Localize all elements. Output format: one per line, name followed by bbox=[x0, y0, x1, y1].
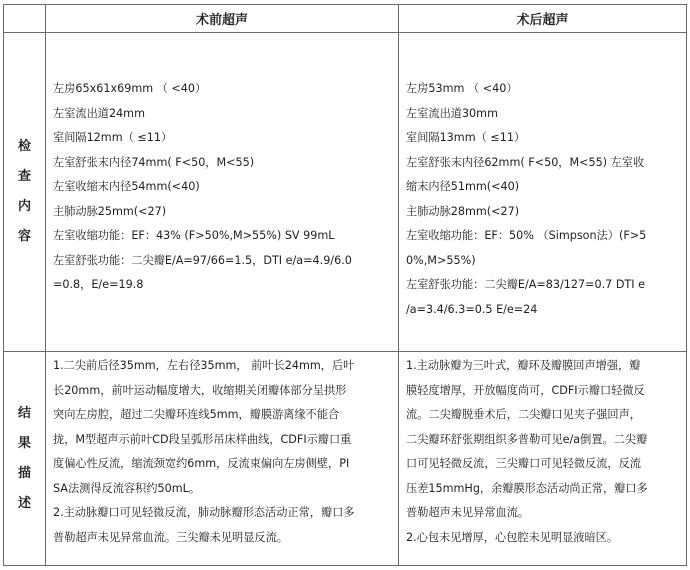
exam-label-char: 检 bbox=[17, 139, 31, 154]
exam-pre-line: 左房65x61x69mm （ <40） bbox=[53, 82, 207, 95]
result-pre-line: 突向左房腔，超过二尖瓣环连线5mm，瓣膜游离缘不能合 bbox=[53, 408, 340, 421]
result-post-line: 2.心包未见增厚，心包腔未见明显液暗区。 bbox=[406, 530, 619, 544]
exam-post-line: /a=3.4/6.3=0.5 E/e=24 bbox=[406, 302, 538, 316]
exam-pre-line: =0.8，E/e=19.8 bbox=[53, 278, 144, 291]
result-label-char: 描 bbox=[17, 465, 31, 481]
comparison-table bbox=[3, 4, 687, 566]
result-post-line: 口可见轻微反流，三尖瓣口可见轻微反流，反流 bbox=[406, 457, 641, 470]
header-post-op: 术后超声 bbox=[399, 5, 687, 33]
exam-post-line: 左房53mm （ <40） bbox=[406, 82, 518, 95]
exam-post-line: 左室舒张功能：二尖瓣E/A=83/127=0.7 DTI e bbox=[406, 278, 646, 291]
result-pre-line: 普勒超声未见异常血流。三尖瓣未见明显反流。 bbox=[53, 530, 288, 544]
result-post-line: 普勒超声未见异常血流。 bbox=[406, 506, 530, 519]
result-post-line: 流。二尖瓣脱垂术后，二尖瓣口见夹子强回声， bbox=[406, 408, 641, 421]
result-pre-op-cell bbox=[46, 352, 399, 566]
exam-post-line: 左室收缩功能：EF：50% （Simpson法）(F>5 bbox=[406, 229, 647, 242]
result-label-char: 结 bbox=[17, 405, 31, 421]
result-pre-line: 长20mm，前叶运动幅度增大，收缩期关闭瓣体部分呈拱形 bbox=[53, 383, 347, 397]
exam-post-line: 0%,M>55%) bbox=[406, 253, 476, 267]
exam-label-char: 容 bbox=[17, 229, 31, 244]
result-pre-line: 度偏心性反流，缩流颈宽约6mm，反流束偏向左房侧壁，PI bbox=[53, 457, 350, 470]
exam-post-line: 左室流出道30mm bbox=[406, 106, 498, 120]
result-pre-line: 拢，M型超声示前叶CD段呈弧形吊床样曲线，CDFI示瓣口重 bbox=[53, 432, 352, 446]
exam-pre-line: 左室舒张末内径74mm( F<50，M<55) bbox=[53, 155, 255, 169]
header-blank-cell bbox=[4, 5, 46, 33]
exam-label-char: 查 bbox=[17, 169, 31, 184]
result-row bbox=[4, 352, 687, 566]
exam-pre-line: 左室收缩末内径54mm(<40) bbox=[53, 180, 200, 193]
exam-label-char: 内 bbox=[17, 199, 31, 214]
header-row bbox=[4, 5, 687, 33]
exam-pre-line: 左室流出道24mm bbox=[53, 106, 145, 120]
exam-pre-op-cell bbox=[46, 33, 399, 352]
result-label-char: 果 bbox=[17, 435, 31, 451]
exam-post-line: 左室舒张末内径62mm( F<50，M<55) 左室收 bbox=[406, 155, 645, 169]
exam-pre-line: 主肺动脉25mm(<27) bbox=[53, 204, 167, 218]
exam-pre-line: 左室收缩功能：EF：43% (F>50%,M>55%) SV 99mL bbox=[53, 229, 335, 242]
exam-pre-line: 左室舒张功能：二尖瓣E/A=97/66=1.5，DTI e/a=4.9/6.0 bbox=[53, 253, 352, 267]
exam-row-label bbox=[4, 33, 46, 352]
result-post-line: 压差15mmHg，余瓣膜形态活动尚正常，瓣口多 bbox=[406, 481, 648, 495]
exam-pre-line: 室间隔12mm（ ≤11） bbox=[53, 131, 173, 144]
exam-row bbox=[4, 33, 687, 352]
exam-post-line: 缩末内径51mm(<40) bbox=[406, 180, 520, 193]
result-post-op-cell bbox=[399, 352, 687, 566]
exam-post-line: 主肺动脉28mm(<27) bbox=[406, 204, 520, 218]
result-row-label bbox=[4, 352, 46, 566]
result-post-line: 膜轻度增厚，开放幅度尚可，CDFI示瓣口轻微反 bbox=[406, 383, 645, 397]
exam-post-op-cell bbox=[399, 33, 687, 352]
result-pre-line: 1.二尖前后径35mm，左右径35mm， 前叶长24mm，后叶 bbox=[53, 359, 355, 372]
header-pre-op: 术前超声 bbox=[46, 5, 399, 33]
result-post-line: 二尖瓣环舒张期组织多普勒可见e/a倒置。二尖瓣 bbox=[406, 432, 648, 446]
result-pre-line: 2.主动脉瓣口可见轻微反流，肺动脉瓣形态活动正常，瓣口多 bbox=[53, 506, 355, 519]
result-label-char: 述 bbox=[17, 495, 31, 511]
result-post-line: 1.主动脉瓣为三叶式，瓣环及瓣膜回声增强，瓣 bbox=[406, 359, 641, 372]
exam-post-line: 室间隔13mm（ ≤11） bbox=[406, 131, 526, 144]
result-pre-line: SA法测得反流容积约50mL。 bbox=[53, 481, 201, 495]
